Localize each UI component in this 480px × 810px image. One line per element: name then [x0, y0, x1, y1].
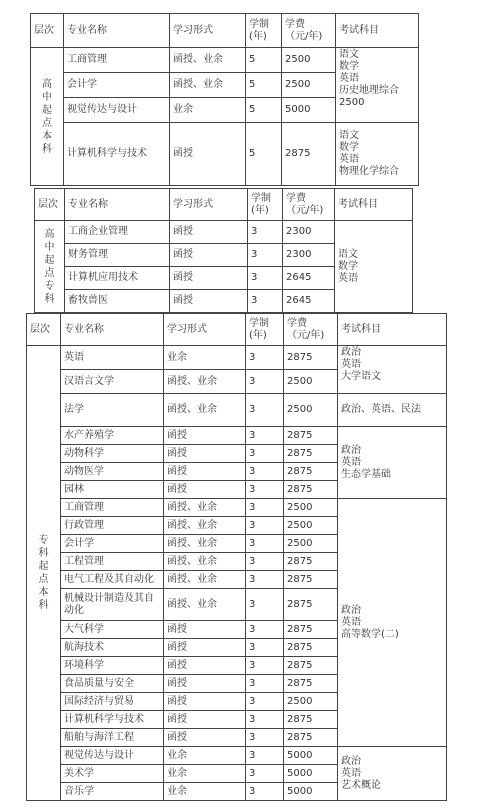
exam-cell: 政治 英语 艺术概论: [338, 747, 447, 801]
study-cell: 函授: [164, 711, 246, 729]
study-cell: 函授、业余: [170, 73, 246, 98]
fee-cell: 2300: [283, 221, 335, 244]
header-study-form: 学习形式: [164, 314, 246, 346]
study-cell: 函授: [170, 221, 248, 244]
fee-cell: 2500: [284, 394, 338, 427]
major-cell: 食品质量与安全: [61, 675, 164, 693]
study-cell: 函授: [164, 657, 246, 675]
fee-cell: 2500: [282, 48, 336, 73]
study-cell: 函授、业余: [164, 589, 246, 621]
table-associate-to-bachelor: [26, 313, 447, 801]
major-cell: 园林: [61, 481, 164, 499]
years-cell: 3: [246, 445, 284, 463]
fee-cell: 5000: [284, 747, 338, 765]
level-label: 高中起点专科: [44, 228, 55, 305]
major-cell: 环境科学: [61, 657, 164, 675]
years-cell: 5: [246, 123, 282, 186]
study-cell: 函授、业余: [164, 499, 246, 517]
fee-cell: 2875: [284, 463, 338, 481]
fee-cell: 2875: [282, 123, 336, 186]
study-cell: 函授: [164, 675, 246, 693]
years-cell: 3: [246, 517, 284, 535]
fee-cell: 2645: [283, 290, 335, 313]
study-cell: 函授: [164, 693, 246, 711]
fee-cell: 2875: [284, 589, 338, 621]
major-cell: 视觉传达与设计: [64, 98, 170, 123]
major-cell: 动物医学: [61, 463, 164, 481]
fee-cell: 2875: [284, 481, 338, 499]
table-row: [27, 394, 447, 427]
fee-cell: 2875: [284, 621, 338, 639]
header-exam: 考试科目: [338, 314, 447, 346]
table-row: [27, 427, 447, 445]
years-cell: 3: [246, 427, 284, 445]
study-cell: 函授、业余: [164, 517, 246, 535]
table-row: [31, 123, 419, 186]
fee-cell: 2500: [284, 535, 338, 553]
fee-cell: 2875: [284, 571, 338, 589]
fee-cell: 2500: [284, 693, 338, 711]
header-duration: 学制 (年): [246, 314, 284, 346]
years-cell: 3: [246, 553, 284, 571]
years-cell: 3: [246, 535, 284, 553]
fee-cell: 2645: [283, 267, 335, 290]
header-duration: 学制 (年): [246, 14, 282, 48]
major-cell: 畜牧兽医: [65, 290, 170, 313]
fee-cell: 2500: [284, 370, 338, 394]
fee-cell: 2500: [282, 73, 336, 98]
study-cell: 函授、业余: [164, 571, 246, 589]
header-major: 专业名称: [61, 314, 164, 346]
years-cell: 3: [246, 693, 284, 711]
header-level: 层次: [27, 314, 61, 346]
years-cell: 3: [246, 481, 284, 499]
table-row: [27, 499, 447, 517]
years-cell: 3: [248, 221, 283, 244]
years-cell: 3: [246, 370, 284, 394]
exam-cell: 政治 英语 高等数学(二): [338, 499, 447, 747]
exam-cell: 政治 英语 生态学基础: [338, 427, 447, 499]
years-cell: 3: [246, 571, 284, 589]
years-cell: 3: [246, 675, 284, 693]
major-cell: 船舶与海洋工程: [61, 729, 164, 747]
study-cell: 函授: [164, 427, 246, 445]
study-cell: 函授: [164, 463, 246, 481]
major-cell: 音乐学: [61, 783, 164, 801]
major-cell: 国际经济与贸易: [61, 693, 164, 711]
study-cell: 函授、业余: [164, 370, 246, 394]
header-fee: 学费 （元/年): [284, 314, 338, 346]
major-cell: 航海技术: [61, 639, 164, 657]
fee-cell: 5000: [282, 98, 336, 123]
exam-cell: 政治、英语、民法: [338, 394, 447, 427]
table-header-row: [35, 189, 413, 221]
major-cell: 行政管理: [61, 517, 164, 535]
fee-cell: 2875: [284, 711, 338, 729]
study-cell: 业余: [164, 346, 246, 370]
table-header-row: [27, 314, 447, 346]
study-cell: 函授: [170, 244, 248, 267]
years-cell: 3: [248, 244, 283, 267]
study-cell: 函授、业余: [170, 48, 246, 73]
years-cell: 3: [246, 783, 284, 801]
fee-cell: 2875: [284, 675, 338, 693]
study-cell: 业余: [164, 747, 246, 765]
table-header-row: [31, 14, 419, 48]
major-cell: 工商管理: [61, 499, 164, 517]
years-cell: 3: [246, 621, 284, 639]
fee-cell: 2875: [284, 657, 338, 675]
header-fee: 学费 （元/年): [282, 14, 336, 48]
study-cell: 函授: [170, 267, 248, 290]
exam-cell: 语文 数学 英语 物理化学综合: [336, 123, 419, 186]
major-cell: 工商管理: [64, 48, 170, 73]
study-cell: 函授: [164, 445, 246, 463]
major-cell: 计算机科学与技术: [64, 123, 170, 186]
header-major: 专业名称: [65, 189, 170, 221]
major-cell: 水产养殖学: [61, 427, 164, 445]
fee-cell: 2875: [284, 445, 338, 463]
header-level: 层次: [35, 189, 65, 221]
major-cell: 汉语言文学: [61, 370, 164, 394]
level-cell: [31, 48, 64, 186]
years-cell: 5: [246, 73, 282, 98]
major-cell: 视觉传达与设计: [61, 747, 164, 765]
years-cell: 3: [246, 589, 284, 621]
years-cell: 5: [246, 98, 282, 123]
study-cell: 函授: [164, 481, 246, 499]
major-cell: 会计学: [61, 535, 164, 553]
fee-cell: 5000: [284, 783, 338, 801]
major-cell: 电气工程及其自动化: [61, 571, 164, 589]
years-cell: 3: [246, 729, 284, 747]
years-cell: 3: [246, 657, 284, 675]
header-fee: 学费 （元/年): [283, 189, 335, 221]
study-cell: 函授: [170, 290, 248, 313]
fee-cell: 2875: [284, 729, 338, 747]
study-cell: 函授、业余: [164, 553, 246, 571]
study-cell: 函授、业余: [164, 535, 246, 553]
years-cell: 3: [246, 747, 284, 765]
years-cell: 3: [246, 765, 284, 783]
major-cell: 计算机科学与技术: [61, 711, 164, 729]
major-cell: 动物科学: [61, 445, 164, 463]
exam-cell: 语文 数学 英语 历史地理综合 2500: [336, 48, 419, 123]
study-cell: 业余: [170, 98, 246, 123]
table-high-school-to-associate: [34, 188, 413, 313]
years-cell: 3: [246, 499, 284, 517]
study-cell: 函授: [170, 123, 246, 186]
level-cell: [35, 221, 65, 313]
years-cell: 3: [246, 346, 284, 370]
table-row: [31, 48, 419, 73]
header-study-form: 学习形式: [170, 14, 246, 48]
years-cell: 3: [248, 267, 283, 290]
major-cell: 法学: [61, 394, 164, 427]
study-cell: 业余: [164, 783, 246, 801]
study-cell: 函授: [164, 621, 246, 639]
major-cell: 计算机应用技术: [65, 267, 170, 290]
major-cell: 工程管理: [61, 553, 164, 571]
fee-cell: 5000: [284, 765, 338, 783]
fee-cell: 2875: [284, 639, 338, 657]
table-row: [27, 747, 447, 765]
fee-cell: 2300: [283, 244, 335, 267]
years-cell: 3: [246, 463, 284, 481]
exam-cell: 语文 数学 英语: [335, 221, 413, 313]
major-cell: 美术学: [61, 765, 164, 783]
years-cell: 3: [248, 290, 283, 313]
header-duration: 学制 (年): [248, 189, 283, 221]
table-high-school-to-bachelor: [30, 13, 419, 186]
major-cell: 工商企业管理: [65, 221, 170, 244]
header-major: 专业名称: [64, 14, 170, 48]
level-label: 专科起点本科: [38, 535, 49, 611]
table-row: [35, 221, 413, 244]
study-cell: 函授、业余: [164, 394, 246, 427]
years-cell: 5: [246, 48, 282, 73]
header-exam: 考试科目: [335, 189, 413, 221]
fee-cell: 2500: [284, 517, 338, 535]
header-level: 层次: [31, 14, 64, 48]
years-cell: 3: [246, 394, 284, 427]
major-cell: 英语: [61, 346, 164, 370]
study-cell: 函授: [164, 639, 246, 657]
level-label: 高中起点本科: [42, 78, 52, 155]
fee-cell: 2875: [284, 427, 338, 445]
major-cell: 大气科学: [61, 621, 164, 639]
major-cell: 财务管理: [65, 244, 170, 267]
years-cell: 3: [246, 639, 284, 657]
fee-cell: 2500: [284, 499, 338, 517]
fee-cell: 2875: [284, 553, 338, 571]
fee-cell: 2875: [284, 346, 338, 370]
years-cell: 3: [246, 711, 284, 729]
exam-cell: 政治 英语 大学语文: [338, 346, 447, 394]
study-cell: 函授: [164, 729, 246, 747]
major-cell: 机械设计制造及其自动化: [61, 589, 164, 621]
header-study-form: 学习形式: [170, 189, 248, 221]
level-cell: [27, 346, 61, 801]
study-cell: 业余: [164, 765, 246, 783]
table-row: [27, 346, 447, 370]
major-cell: 会计学: [64, 73, 170, 98]
header-exam: 考试科目: [336, 14, 419, 48]
